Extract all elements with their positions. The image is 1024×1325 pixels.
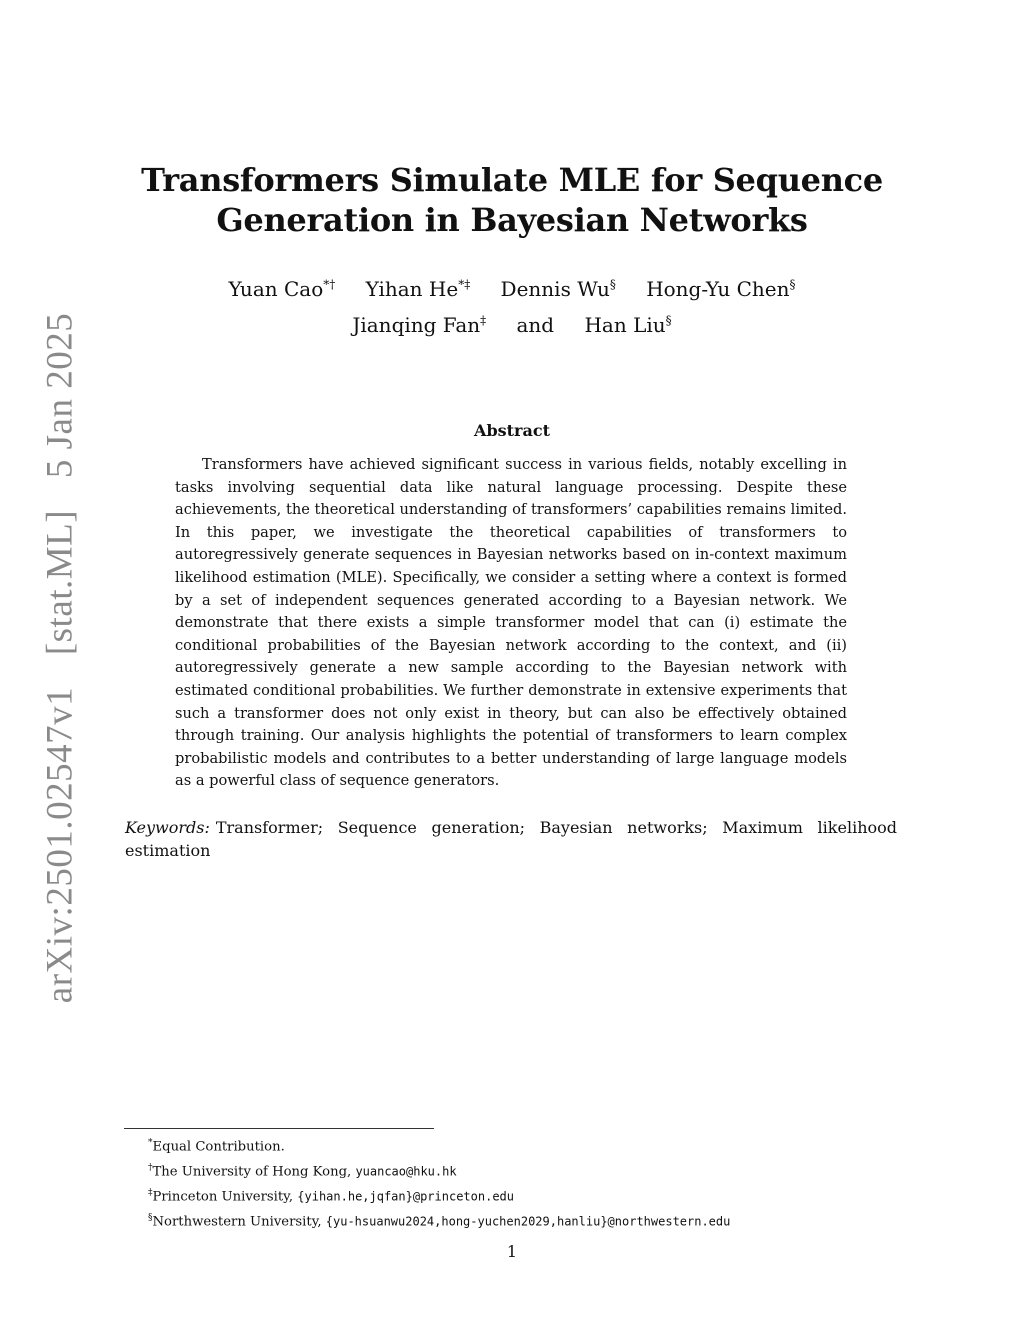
author: Hong-Yu Chen§ <box>646 276 796 301</box>
author: Yuan Cao*† <box>228 276 336 301</box>
page-number: 1 <box>506 1242 518 1261</box>
footnote-email: yuancao@hku.hk <box>355 1164 457 1179</box>
title-line-2: Generation in Bayesian Networks <box>216 201 808 239</box>
footnote: †The University of Hong Kong, yuancao@hku.hk <box>148 1162 457 1180</box>
title-line-1: Transformers Simulate MLE for Sequence <box>141 161 883 199</box>
footnote-email: {yu-hsuanwu2024,hong-yuchen2029,hanliu}@northwestern.edu <box>325 1214 731 1229</box>
keywords-text: Transformer; Sequence generation; Bayesian networks; Maximum likelihood estimation <box>125 818 897 860</box>
abstract-body: Transformers have achieved significant success in various fields, notably excelling in tasks involving sequential data like natural language processing. Despite these achievements, the theoretical understanding of transformers’ capabilities remains limited. In this paper, we investigate the theoretical capabilities of transformers to autoregressively generate sequences in Bayesian networks based on in-context maximum likelihood estimation (MLE). Specifically, we consider a setting where a context is formed by a set of independent sequences generated according to a Bayesian network. We demonstrate that there exists a simple transformer model that can (i) estimate the conditional probabilities of the Bayesian network according to the context, and (ii) autoregressively generate a new sample according to the Bayesian network with estimated conditional probabilities. We further demonstrate in extensive experiments that such a transformer does not only exist in theory, but can also be effectively obtained through training. Our analysis highlights the potential of transformers to learn complex probabilistic models and contributes to a better understanding of large language models as a powerful class of sequence generators. <box>175 456 847 790</box>
footnote: §Northwestern University, {yu-hsuanwu2024,hong-yuchen2029,hanliu}@northwestern.edu <box>148 1212 731 1230</box>
author-list <box>170 268 854 341</box>
footnote: ‡Princeton University, {yihan.he,jqfan}@princeton.edu <box>148 1187 515 1205</box>
arxiv-identifier-stamp <box>39 313 82 1003</box>
keywords <box>125 816 897 862</box>
arxiv-date: 5 Jan 2025 <box>39 312 81 479</box>
arxiv-category: [stat.ML] <box>39 509 81 656</box>
author: Yihan He*‡ <box>365 276 471 301</box>
abstract-heading: Abstract <box>474 421 550 440</box>
footnote-divider <box>124 1128 434 1129</box>
author: Han Liu§ <box>584 313 672 338</box>
author: Dennis Wu§ <box>500 276 616 301</box>
footnotes <box>148 1133 908 1233</box>
paper-title <box>120 160 904 240</box>
author: Jianqing Fan‡ <box>352 313 487 338</box>
author-line-2 <box>170 305 854 342</box>
footnote: *Equal Contribution. <box>148 1138 285 1155</box>
footnote-email: {yihan.he,jqfan}@princeton.edu <box>297 1189 515 1204</box>
author-conjunction: and <box>516 313 555 338</box>
arxiv-id: arXiv:2501.02547v1 <box>39 686 81 1004</box>
author-line-1 <box>170 268 854 305</box>
keywords-label: Keywords: <box>125 818 210 837</box>
